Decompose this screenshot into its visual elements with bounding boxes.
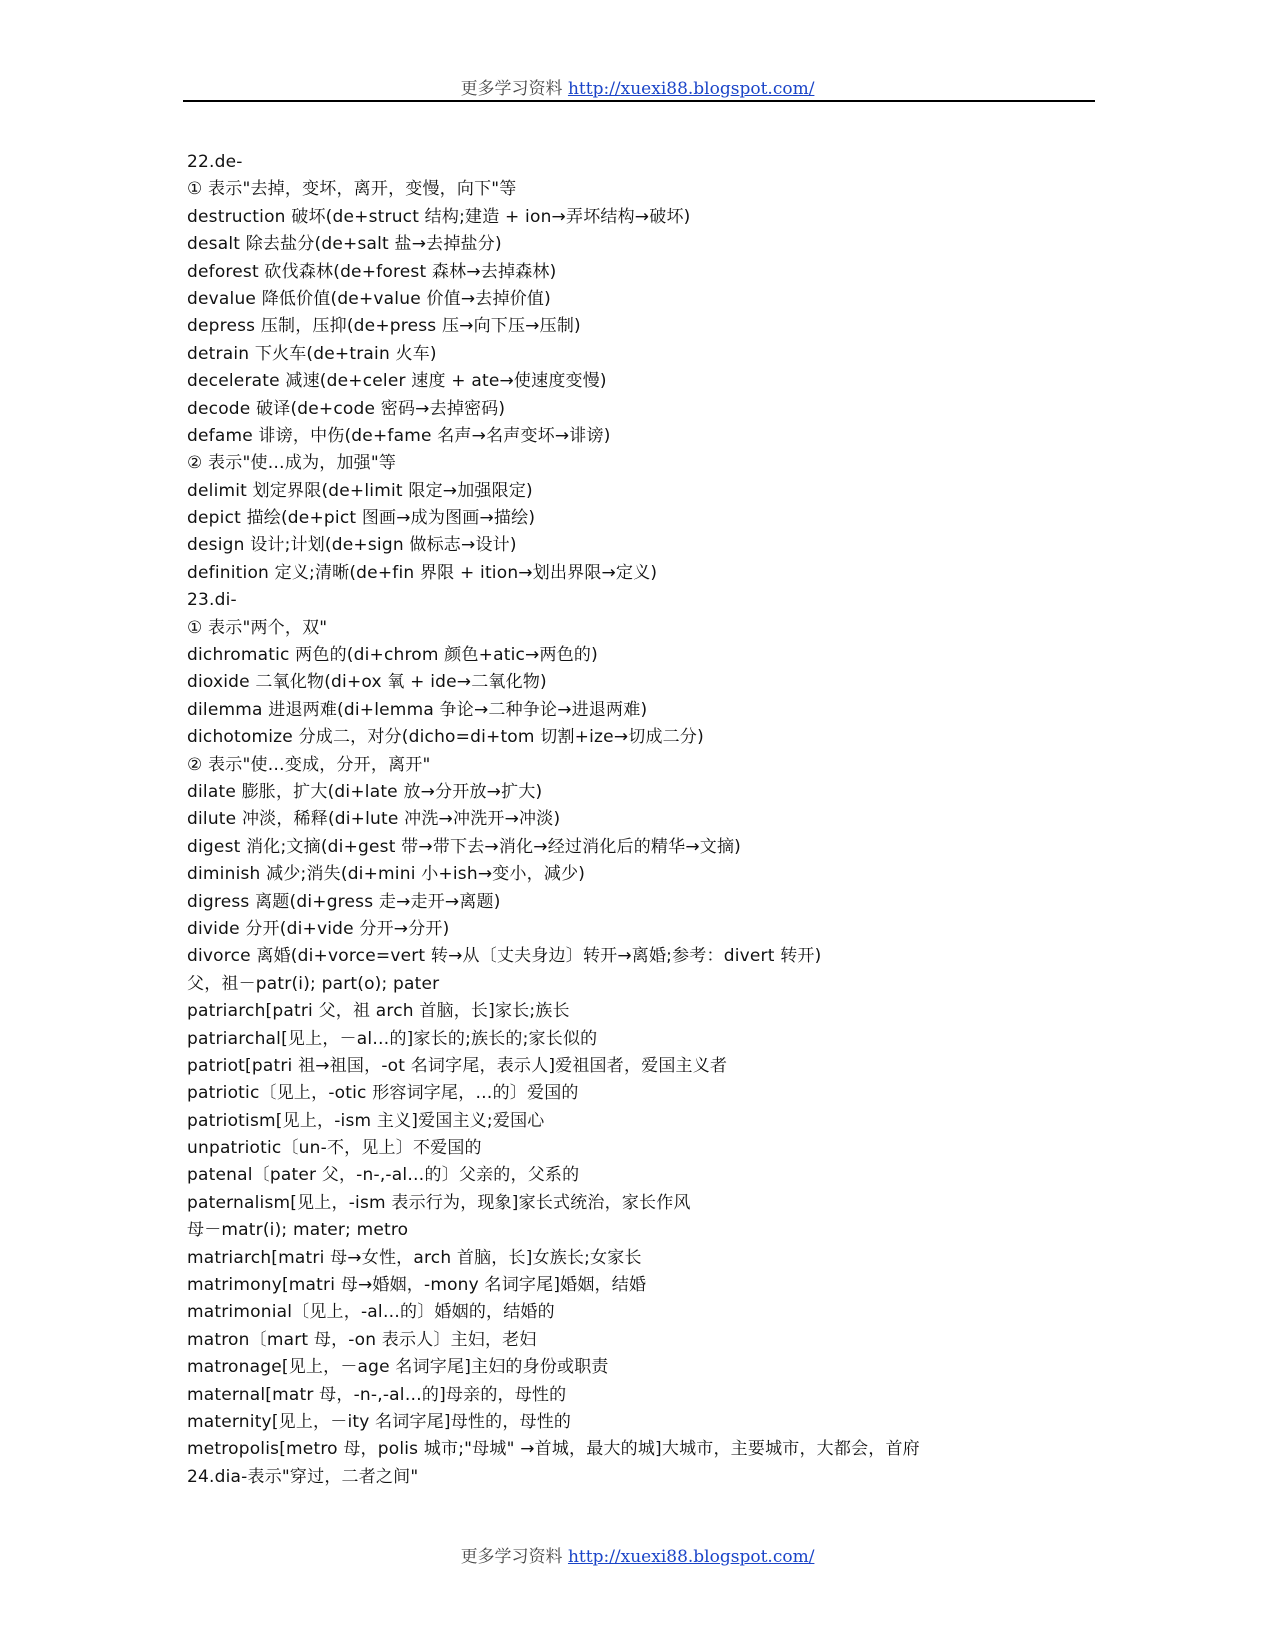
text-line: dioxide 二氧化物(di+ox 氧 + ide→二氧化物) xyxy=(187,672,547,693)
text-line: 22.de- xyxy=(187,152,243,172)
text-line: ① 表示"两个，双" xyxy=(187,617,328,638)
text-line: maternal[matr 母，-n-,-al…的]母亲的，母性的 xyxy=(187,1384,567,1405)
text-line: paternalism[见上，-ism 表示行为，现象]家长式统治，家长作风 xyxy=(187,1192,691,1213)
text-line: destruction 破坏(de+struct 结构;建造 + ion→弄坏结构→破坏) xyxy=(187,206,691,227)
text-line: patriarchal[见上，－al…的]家长的;族长的;家长似的 xyxy=(187,1028,598,1049)
text-line: divide 分开(di+vide 分开→分开) xyxy=(187,918,450,939)
text-line: defame 诽谤，中伤(de+fame 名声→名声变坏→诽谤) xyxy=(187,425,611,446)
header-label: 更多学习资料 xyxy=(460,79,563,99)
text-line: metropolis[metro 母，polis 城市;"母城" →首城，最大的城]大城市，主要城市，大都会，首府 xyxy=(187,1439,920,1460)
text-line: decode 破译(de+code 密码→去掉密码) xyxy=(187,398,506,419)
document-body xyxy=(187,149,1087,1491)
text-line: dilemma 进退两难(di+lemma 争论→二种争论→进退两难) xyxy=(187,699,648,720)
text-line: ① 表示"去掉，变坏，离开，变慢，向下"等 xyxy=(187,179,517,200)
text-line: 母－matr(i); mater; metro xyxy=(187,1220,409,1241)
text-line: depict 描绘(de+pict 图画→成为图画→描绘) xyxy=(187,508,536,529)
text-line: 24.dia-表示"穿过，二者之间" xyxy=(187,1466,419,1487)
text-line: depress 压制，压抑(de+press 压→向下压→压制) xyxy=(187,316,581,337)
text-line: 23.di- xyxy=(187,590,237,611)
text-line: desalt 除去盐分(de+salt 盐→去掉盐分) xyxy=(187,234,502,255)
header-rule xyxy=(183,100,1095,102)
text-line: patriotism[见上，-ism 主义]爱国主义;爱国心 xyxy=(187,1110,545,1131)
text-line: matrimonial〔见上，-al…的〕婚姻的，结婚的 xyxy=(187,1302,555,1323)
text-line: dilute 冲淡，稀释(di+lute 冲洗→冲洗开→冲淡) xyxy=(187,809,561,830)
text-line: patriotic〔见上，-otic 形容词字尾，…的〕爱国的 xyxy=(187,1083,579,1104)
text-line: decelerate 减速(de+celer 速度 + ate→使速度变慢) xyxy=(187,371,607,392)
text-line: matron〔mart 母，-on 表示人〕主妇，老妇 xyxy=(187,1329,537,1350)
text-line: diminish 减少;消失(di+mini 小+ish→变小，减少) xyxy=(187,864,586,885)
text-line: matriarch[matri 母→女性，arch 首脑，长]女族长;女家长 xyxy=(187,1247,642,1268)
footer-link[interactable]: http://xuexi88.blogspot.com/ xyxy=(567,1547,815,1567)
text-line: divorce 离婚(di+vorce=vert 转→从〔丈夫身边〕转开→离婚;参考：divert 转开) xyxy=(187,946,822,967)
text-line: deforest 砍伐森林(de+forest 森林→去掉森林) xyxy=(187,261,557,282)
text-line: patriot[patri 祖→祖国，-ot 名词字尾，表示人]爱祖国者，爱国主义者 xyxy=(187,1055,728,1076)
text-line: ② 表示"使…成为，加强"等 xyxy=(187,453,397,474)
footer-label: 更多学习资料 xyxy=(460,1547,563,1567)
text-line: detrain 下火车(de+train 火车) xyxy=(187,343,437,364)
text-line: dichotomize 分成二，对分(dicho=di+tom 切割+ize→切成二分) xyxy=(187,727,704,748)
text-line: matrimony[matri 母→婚姻，-mony 名词字尾]婚姻，结婚 xyxy=(187,1275,647,1296)
text-line: 父，祖－patr(i); part(o); pater xyxy=(187,973,440,994)
text-line: dichromatic 两色的(di+chrom 颜色+atic→两色的) xyxy=(187,645,598,666)
page-footer xyxy=(0,1542,1275,1567)
text-line: design 设计;计划(de+sign 做标志→设计) xyxy=(187,535,517,556)
text-line: definition 定义;清晰(de+fin 界限 + ition→划出界限→定义) xyxy=(187,562,658,583)
text-line: patriarch[patri 父，祖 arch 首脑，长]家长;族长 xyxy=(187,1001,570,1022)
text-line: digest 消化;文摘(di+gest 带→带下去→消化→经过消化后的精华→文摘) xyxy=(187,836,741,857)
text-line: dilate 膨胀，扩大(di+late 放→分开放→扩大) xyxy=(187,781,543,802)
text-line: ② 表示"使…变成，分开，离开" xyxy=(187,754,431,775)
text-line: matronage[见上，－age 名词字尾]主妇的身份或职责 xyxy=(187,1357,609,1378)
header-link[interactable]: http://xuexi88.blogspot.com/ xyxy=(567,79,815,99)
page-header xyxy=(0,74,1275,99)
text-line: unpatriotic〔un-不，见上〕不爱国的 xyxy=(187,1138,482,1159)
text-line: patenal〔pater 父，-n-,-al…的〕父亲的，父系的 xyxy=(187,1165,580,1186)
text-line: maternity[见上，－ity 名词字尾]母性的，母性的 xyxy=(187,1411,572,1432)
text-line: devalue 降低价值(de+value 价值→去掉价值) xyxy=(187,288,551,309)
text-line: delimit 划定界限(de+limit 限定→加强限定) xyxy=(187,480,533,501)
text-line: digress 离题(di+gress 走→走开→离题) xyxy=(187,891,501,912)
